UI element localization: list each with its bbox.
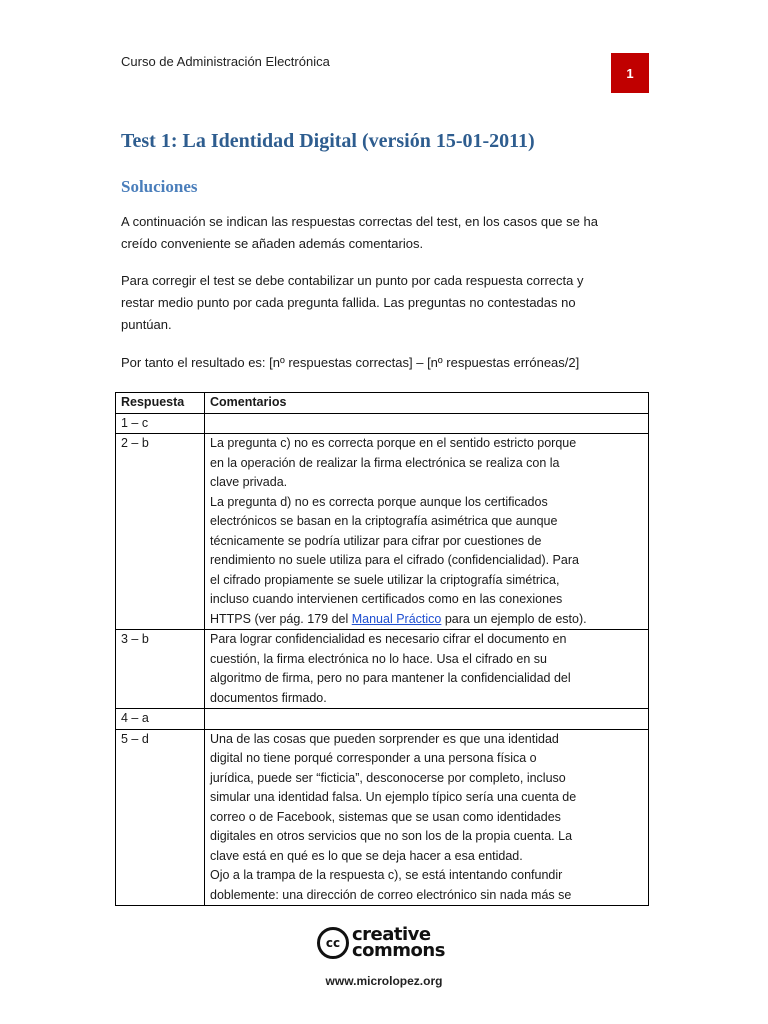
text-line: restar medio punto por cada pregunta fallida. Las preguntas no contestadas no [121, 295, 576, 310]
comment-line: clave privada. [210, 475, 288, 489]
answer-cell: 1 – c [116, 413, 205, 434]
comment-line: en la operación de realizar la firma electrónica se realiza con la [210, 455, 560, 470]
link-prefix-text: HTTPS (ver pág. 179 del [210, 611, 352, 626]
text-line: A continuación se indican las respuestas correctas del test, en los casos que se ha [121, 214, 598, 229]
answer-cell: 2 – b [116, 434, 205, 630]
comment-cell [205, 630, 649, 709]
answers-table [115, 392, 649, 906]
cc-wordmark [352, 924, 445, 961]
comment-line: La pregunta d) no es correcta porque aunque los certificados [210, 494, 548, 509]
column-header-comments: Comentarios [205, 393, 649, 414]
link-suffix-text: para un ejemplo de esto). [441, 611, 587, 626]
answer-cell: 4 – a [116, 709, 205, 730]
comment-cell [205, 709, 649, 730]
text-line: puntúan. [121, 317, 172, 332]
comment-line: cuestión, la firma electrónica no lo hace. Usa el cifrado en su [210, 651, 547, 666]
comment-line: correo o de Facebook, sistemas que se usan como identidades [210, 809, 561, 824]
comment-cell [205, 729, 649, 906]
table-header-row [116, 393, 649, 414]
table-row [116, 630, 649, 709]
comment-line: documentos firmado. [210, 690, 327, 705]
table-row [116, 709, 649, 730]
result-formula-paragraph: Por tanto el resultado es: [nº respuestas correctas] – [nº respuestas erróneas/2] [121, 355, 580, 370]
answer-cell: 3 – b [116, 630, 205, 709]
comment-line: el cifrado propiamente se suele utilizar la criptografía simétrica, [210, 572, 560, 587]
comment-line: digitales en otros servicios que no son los de la propia cuenta. La [210, 829, 573, 843]
footer-website: www.microlopez.org [325, 974, 443, 988]
manual-practico-link[interactable]: Manual Práctico [351, 611, 442, 626]
document-title: Test 1: La Identidad Digital (versión 15-01-2011) [121, 130, 535, 152]
comment-line: Para lograr confidencialidad es necesario cifrar el documento en [210, 632, 567, 646]
text-line: Para corregir el test se debe contabilizar un punto por cada respuesta correcta y [121, 273, 584, 288]
table-row [116, 434, 649, 630]
answer-cell: 5 – d [116, 729, 205, 906]
comment-line: Ojo a la trampa de la respuesta c), se está intentando confundir [210, 868, 563, 882]
cc-word-commons: commons [352, 940, 445, 961]
comment-cell [205, 413, 649, 434]
table-row [116, 413, 649, 434]
comment-line: clave está en qué es lo que se deja hacer a esa entidad. [210, 848, 523, 863]
comment-line: La pregunta c) no es correcta porque en el sentido estricto porque [210, 436, 577, 450]
comment-line: jurídica, puede ser “ficticia”, desconocerse por completo, incluso [210, 770, 566, 785]
comment-line: Una de las cosas que pueden sorprender es que una identidad [210, 731, 559, 746]
text-line: creído conveniente se añaden además comentarios. [121, 236, 424, 251]
section-heading: Soluciones [121, 177, 198, 196]
comment-line: rendimiento no suele utiliza para el cifrado (confidencialidad). Para [210, 553, 579, 567]
comment-cell [205, 434, 649, 630]
comment-line: algoritmo de firma, pero no para mantener la confidencialidad del [210, 671, 571, 685]
header-course-title: Curso de Administración Electrónica [121, 54, 330, 69]
creative-commons-logo [317, 924, 445, 962]
comment-line: electrónicos se basan en la criptografía asimétrica que aunque [210, 514, 558, 528]
page-number-badge: 1 [611, 53, 649, 93]
cc-icon: cc [317, 927, 349, 959]
comment-line: incluso cuando intervienen certificados como en las conexiones [210, 592, 563, 606]
comment-line: técnicamente se podría utilizar para cifrar por cuestiones de [210, 533, 542, 548]
comment-line: simular una identidad falsa. Un ejemplo típico sería una cuenta de [210, 790, 577, 804]
column-header-answer: Respuesta [116, 393, 205, 414]
comment-line-with-link [210, 610, 643, 630]
table-row [116, 729, 649, 906]
comment-line: digital no tiene porqué corresponder a una persona física o [210, 751, 537, 765]
cc-word-creative: creative [352, 924, 431, 945]
comment-line: doblemente: una dirección de correo electrónico sin nada más se [210, 887, 572, 902]
